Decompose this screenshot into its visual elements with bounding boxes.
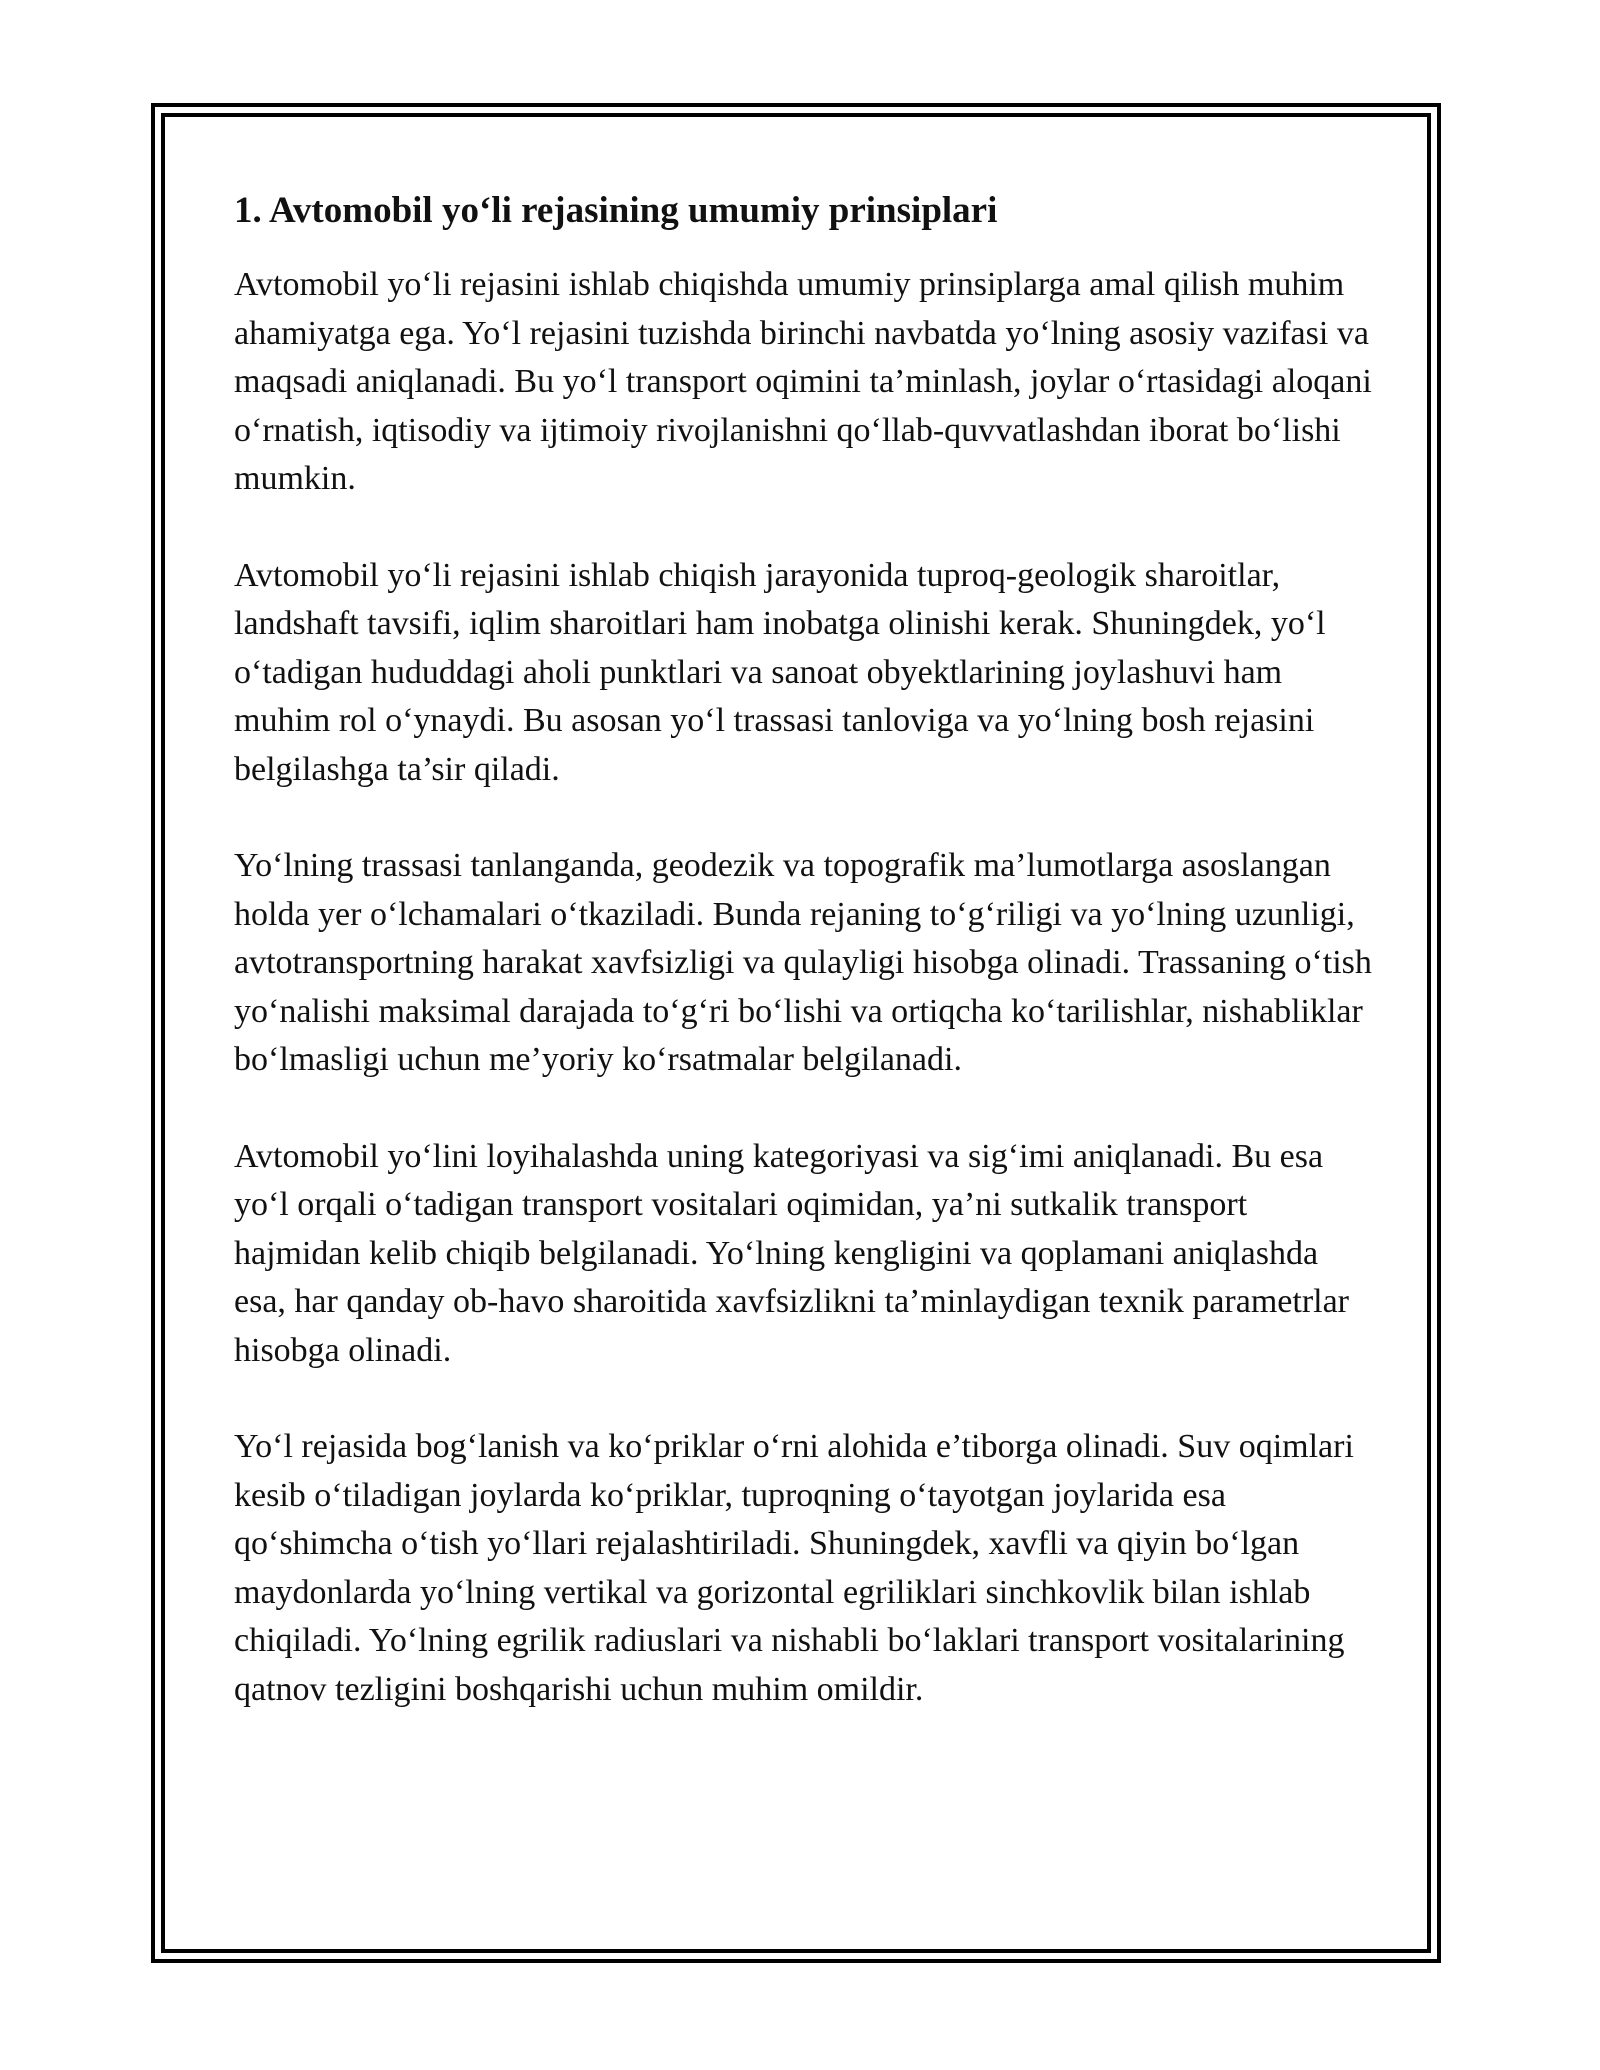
paragraph-3: Yo‘lning trassasi tanlanganda, geodezik va topografik ma’lumotlarga asoslangan holda yer o‘lchamalari o‘tkaziladi. Bunda rejaning to‘g‘riligi va yo‘lning uzunligi, avtotransportning harakat xavfsizligi va qulayligi hisobga olinadi. Trassaning o‘tish yo‘nalishi maksimal darajada to‘g‘ri bo‘lishi va ortiqcha ko‘tarilishlar, nishabliklar bo‘lmasligi uchun me’yoriy ko‘rsatmalar belgilanadi. bbox=[234, 847, 1372, 1078]
section-heading: 1. Avtomobil yo‘li rejasining umumiy prinsiplari bbox=[234, 190, 998, 231]
paragraph-1: Avtomobil yo‘li rejasini ishlab chiqishda umumiy prinsiplarga amal qilish muhim ahamiyatga ega. Yo‘l rejasini tuzishda birinchi navbatda yo‘lning asosiy vazifasi va maqsadi aniqlanadi. Bu yo‘l transport oqimini ta’minlash, joylar o‘rtasidagi aloqani o‘rnatish, iqtisodiy va ijtimoiy rivojlanishni qo‘llab-quvvatlashdan iborat bo‘lishi mumkin. bbox=[234, 266, 1372, 497]
document-body bbox=[234, 185, 1374, 1762]
paragraph-5: Yo‘l rejasida bog‘lanish va ko‘priklar o‘rni alohida e’tiborga olinadi. Suv oqimlari kesib o‘tiladigan joylarda ko‘priklar, tuproqning o‘tayotgan joylarida esa qo‘shimcha o‘tish yo‘llari rejalashtiriladi. Shuningdek, xavfli va qiyin bo‘lgan maydonlarda yo‘lning vertikal va gorizontal egriliklari sinchkovlik bilan ishlab chiqiladi. Yo‘lning egrilik radiuslari va nishabli bo‘laklari transport vositalarining qatnov tezligini boshqarishi uchun muhim omildir. bbox=[234, 1428, 1354, 1708]
paragraph-2: Avtomobil yo‘li rejasini ishlab chiqish jarayonida tuproq-geologik sharoitlar, landshaft tavsifi, iqlim sharoitlari ham inobatga olinishi kerak. Shuningdek, yo‘l o‘tadigan hududdagi aholi punktlari va sanoat obyektlarining joylashuvi ham muhim rol o‘ynaydi. Bu asosan yo‘l trassasi tanloviga va yo‘lning bosh rejasini belgilashga ta’sir qiladi. bbox=[234, 556, 1326, 788]
paragraph-4: Avtomobil yo‘lini loyihalashda uning kategoriyasi va sig‘imi aniqlanadi. Bu esa yo‘l orqali o‘tadigan transport vositalari oqimidan, ya’ni sutkalik transport hajmidan kelib chiqib belgilanadi. Yo‘lning kengligini va qoplamani aniqlashda esa, har qanday ob-havo sharoitida xavfsizlikni ta’minlaydigan texnik parametrlar hisobga olinadi. bbox=[234, 1137, 1349, 1369]
